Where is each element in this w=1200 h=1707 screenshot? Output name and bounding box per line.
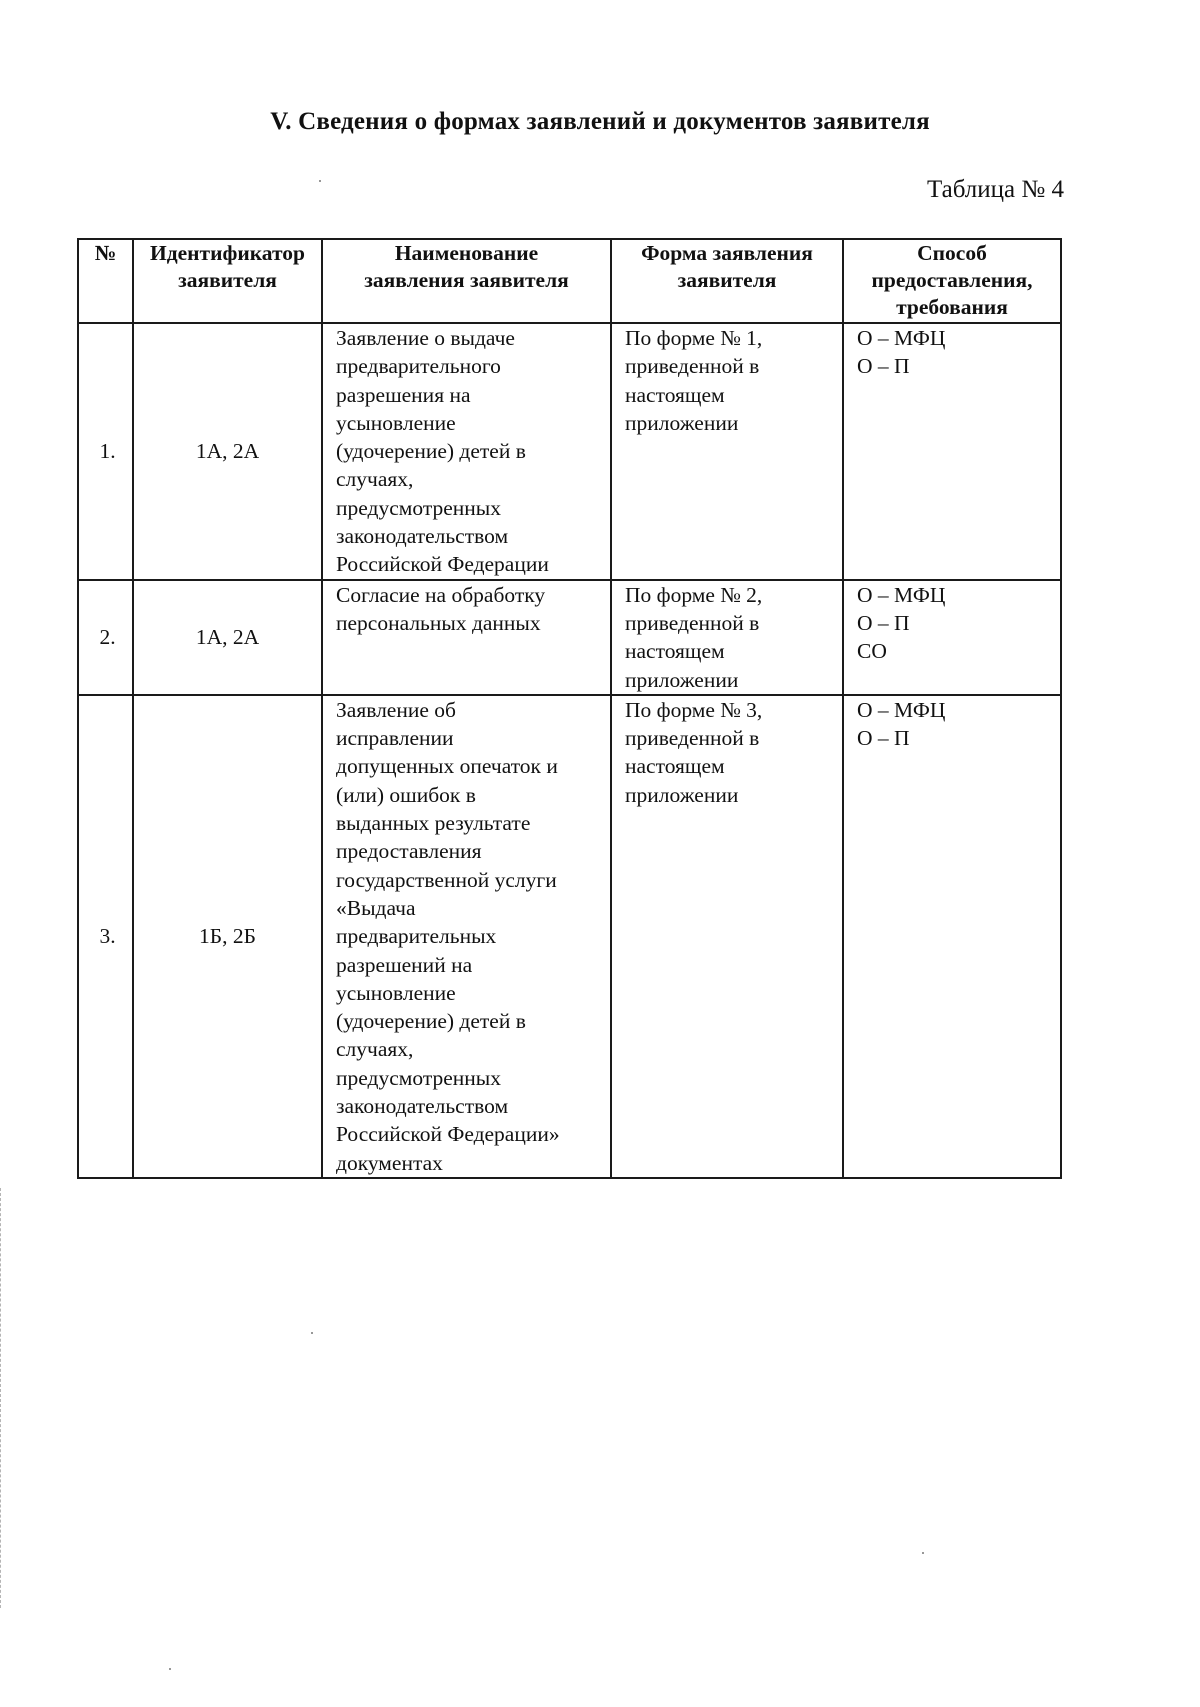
header-num-label: №: [94, 241, 117, 265]
submission-method-line: СО: [857, 639, 887, 664]
application-form-line: По форме № 3,: [625, 697, 763, 722]
application-form-line: настоящем: [625, 639, 725, 664]
cell-method: [843, 580, 1061, 695]
application-name-line: усыновление: [336, 410, 456, 435]
application-name-line: предоставления: [336, 839, 482, 864]
header-num: [78, 239, 133, 323]
table-row: [78, 323, 1061, 580]
application-name-line: предварительных: [336, 924, 497, 949]
table-row: [78, 580, 1061, 695]
application-name-line: Российской Федерации»: [336, 1122, 560, 1147]
submission-method-line: О – МФЦ: [857, 326, 946, 350]
application-form-line: приложении: [625, 782, 739, 807]
header-ident-line: Идентификатор: [150, 241, 305, 265]
application-name-line: персональных данных: [336, 610, 541, 635]
applications-table: [77, 238, 1062, 1179]
applicant-identifier: 1А, 2А: [195, 625, 260, 650]
application-name-line: Российской Федерации: [336, 552, 549, 577]
application-name-line: случаях,: [336, 1037, 414, 1062]
application-name-line: Согласие на обработку: [336, 582, 546, 607]
application-name-line: Заявление об: [336, 697, 456, 722]
application-name-line: законодательством: [336, 1094, 509, 1119]
application-form-line: По форме № 1,: [625, 326, 763, 350]
header-method-line: предоставления,: [871, 268, 1033, 292]
submission-method-line: О – МФЦ: [857, 582, 946, 607]
cell-name: [322, 323, 611, 580]
table-row: [78, 695, 1061, 1178]
submission-method-line: О – П: [857, 726, 910, 751]
application-name-line: исправлении: [336, 726, 454, 751]
scan-speck: [311, 1332, 313, 1334]
application-form-line: приложении: [625, 410, 739, 435]
row-number: 3.: [99, 924, 116, 949]
cell-form: [611, 580, 843, 695]
scan-speck: [319, 180, 321, 182]
submission-method-line: О – П: [857, 610, 910, 635]
application-name-line: разрешений на: [336, 952, 473, 977]
table-header-row: [78, 239, 1061, 323]
cell-name: [322, 695, 611, 1178]
header-name: [322, 239, 611, 323]
applicant-identifier: 1Б, 2Б: [199, 924, 256, 949]
application-name-line: государственной услуги: [336, 867, 557, 892]
cell-form: [611, 323, 843, 580]
row-number: 1.: [99, 439, 116, 464]
header-form-line: заявителя: [677, 268, 777, 292]
application-name-line: (или) ошибок в: [336, 782, 476, 807]
header-name-line: Наименование: [394, 241, 539, 265]
application-form-line: приведенной в: [625, 726, 760, 751]
application-form-line: приведенной в: [625, 610, 760, 635]
application-name-line: «Выдача: [336, 895, 416, 920]
applicant-identifier: 1А, 2А: [195, 439, 260, 464]
cell-form: [611, 695, 843, 1178]
application-form-line: По форме № 2,: [625, 582, 763, 607]
row-number: 2.: [99, 625, 116, 650]
header-ident-line: заявителя: [178, 268, 277, 292]
application-form-line: настоящем: [625, 754, 725, 779]
cell-method: [843, 695, 1061, 1178]
cell-num: [78, 695, 133, 1178]
cell-num: [78, 323, 133, 580]
scan-speck: [169, 1668, 171, 1670]
application-name-line: Заявление о выдаче: [336, 326, 515, 350]
header-name-line: заявления заявителя: [364, 268, 569, 292]
application-name-line: документах: [336, 1150, 443, 1175]
application-name-line: случаях,: [336, 467, 414, 492]
application-name-line: разрешения на: [336, 382, 471, 407]
cell-method: [843, 323, 1061, 580]
header-ident: [133, 239, 322, 323]
header-method: [843, 239, 1061, 323]
scan-speck: [922, 1552, 924, 1554]
cell-name: [322, 580, 611, 695]
table-body: [78, 323, 1061, 1178]
application-name-line: выданных результате: [336, 811, 531, 836]
scan-edge-artifact: [0, 1188, 3, 1608]
cell-num: [78, 580, 133, 695]
application-name-line: предусмотренных: [336, 495, 501, 520]
submission-method-line: О – П: [857, 354, 910, 379]
table-caption: Таблица № 4: [926, 176, 1064, 203]
header-form-line: Форма заявления: [641, 241, 813, 265]
cell-ident: [133, 580, 322, 695]
application-name-line: (удочерение) детей в: [336, 439, 526, 464]
header-method-line: требования: [896, 295, 1008, 319]
application-form-line: настоящем: [625, 382, 725, 407]
cell-ident: [133, 323, 322, 580]
application-name-line: предусмотренных: [336, 1065, 501, 1090]
application-name-line: законодательством: [336, 524, 509, 549]
application-form-line: приложении: [625, 667, 739, 692]
application-name-line: допущенных опечаток и: [336, 754, 558, 779]
submission-method-line: О – МФЦ: [857, 697, 946, 722]
header-form: [611, 239, 843, 323]
application-name-line: (удочерение) детей в: [336, 1009, 526, 1034]
application-form-line: приведенной в: [625, 354, 760, 379]
application-name-line: усыновление: [336, 980, 456, 1005]
application-name-line: предварительного: [336, 354, 501, 379]
page-title: V. Сведения о формах заявлений и документов заявителя: [270, 108, 930, 135]
header-method-line: Способ: [917, 241, 987, 265]
cell-ident: [133, 695, 322, 1178]
